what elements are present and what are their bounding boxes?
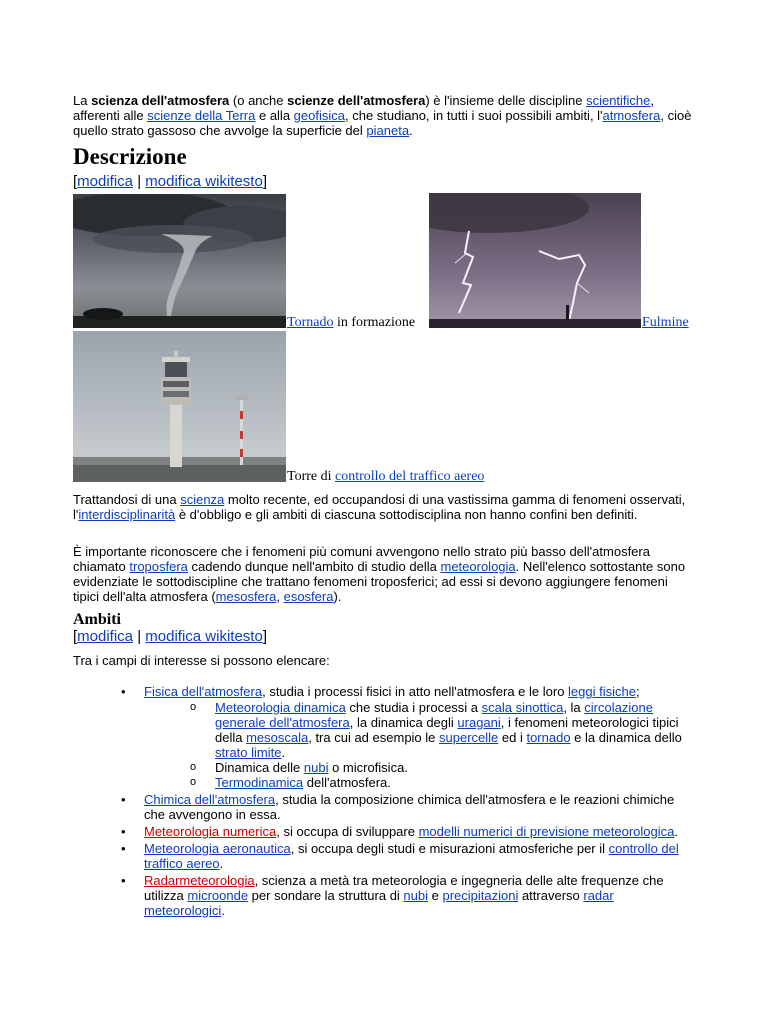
link-controllo-traffico-aereo[interactable]: controllo del traffico aereo (144, 841, 679, 871)
text: È importante riconoscere che i fenomeni più comuni avvengono nello strato più basso dell'atmosfera chiamato (73, 544, 650, 574)
link-meteorologia-dinamica[interactable]: Meteorologia dinamica (215, 700, 346, 715)
link-uragani[interactable]: uragani (457, 715, 501, 730)
redlink-meteorologia-numerica[interactable]: Meteorologia numerica (144, 824, 277, 839)
sub-list-item (215, 700, 684, 760)
link-supercelle[interactable]: supercelle (439, 730, 499, 745)
paragraph-troposfera (73, 544, 693, 604)
text: (o anche (229, 93, 288, 108)
link-leggi-fisiche[interactable]: leggi fisiche (568, 684, 636, 699)
link-nubi[interactable]: nubi (303, 760, 329, 775)
text: , che studiano, in tutti i suoi possibili ambiti, l' (344, 108, 603, 123)
link-troposfera[interactable]: troposfera (129, 559, 188, 574)
text: , studia la composizione chimica dell'atmosfera e le reazioni chimiche che avvengono in essa. (144, 792, 675, 822)
text: e alla (255, 108, 294, 123)
text: , studia i processi fisici in atto nell'atmosfera e le loro (262, 684, 569, 699)
fulmine-caption (642, 315, 689, 331)
lightning-illustration (429, 193, 641, 328)
link-geofisica[interactable]: geofisica (293, 108, 345, 123)
text: che studia i processi a (345, 700, 482, 715)
text: ) è l'insieme delle discipline (425, 93, 587, 108)
link-circolazione-generale[interactable]: circolazione generale dell'atmosfera (215, 700, 653, 730)
link-microonde[interactable]: microonde (187, 888, 249, 903)
list-item (144, 824, 684, 839)
edit-links-ambiti (73, 628, 267, 646)
list-item (144, 873, 684, 918)
tornado-caption (287, 315, 415, 331)
paragraph-scienza (73, 492, 693, 522)
text: . (674, 824, 679, 839)
ambiti-list (144, 684, 684, 920)
edit-link[interactable]: modifica (77, 173, 134, 190)
text: . (219, 856, 224, 871)
text: ed i (498, 730, 527, 745)
list-item (144, 684, 684, 790)
text: ). (333, 589, 342, 604)
text: , (276, 589, 284, 604)
text: molto recente, ed occupandosi di una vastissima gamma di fenomeni osservati, l' (73, 492, 686, 522)
link-tornado[interactable]: Tornado (287, 315, 334, 330)
list-item (144, 841, 684, 871)
bold-term: scienze dell'atmosfera (287, 93, 426, 108)
text: Trattandosi di una (73, 492, 181, 507)
link-meteorologia[interactable]: meteorologia (440, 559, 516, 574)
link-chimica-atmosfera[interactable]: Chimica dell'atmosfera (144, 792, 276, 807)
link-tornado[interactable]: tornado (526, 730, 571, 745)
link-termodinamica[interactable]: Termodinamica (215, 775, 304, 790)
bold-term: scienza dell'atmosfera (91, 93, 230, 108)
caption-text: in formazione (333, 315, 416, 330)
sub-list-item (215, 760, 684, 775)
sub-list (144, 700, 684, 790)
text: dell'atmosfera. (303, 775, 391, 790)
caption-text: Torre di (287, 469, 336, 484)
link-mesosfera[interactable]: mesosfera (215, 589, 277, 604)
bracket: ] (262, 173, 267, 190)
torre-caption (287, 469, 484, 485)
link-scala-sinottica[interactable]: scala sinottica (481, 700, 564, 715)
text: Dinamica delle (215, 760, 304, 775)
text: . (409, 123, 413, 138)
link-pianeta[interactable]: pianeta (366, 123, 410, 138)
text: attraverso (518, 888, 584, 903)
text: , la (563, 700, 585, 715)
text: è d'obbligo e gli ambiti di ciascuna sottodisciplina non hanno confini ben definiti. (175, 507, 638, 522)
link-esosfera[interactable]: esosfera (283, 589, 334, 604)
text: , la dinamica degli (349, 715, 458, 730)
text: . (281, 745, 286, 760)
bracket: ] (262, 628, 267, 645)
text: e (428, 888, 443, 903)
text: La (73, 93, 92, 108)
bracket: [ (73, 628, 78, 645)
intro-paragraph (73, 93, 693, 138)
separator: | (133, 173, 146, 190)
link-radar-meteorologici[interactable]: radar meteorologici (144, 888, 614, 918)
text: o microfisica. (328, 760, 408, 775)
edit-wikitext-link[interactable]: modifica wikitesto (145, 173, 263, 190)
text: , tra cui ad esempio le (308, 730, 440, 745)
link-controllo-traffico-aereo[interactable]: controllo del traffico aereo (335, 469, 485, 484)
text: ; (635, 684, 640, 699)
lightning-image[interactable] (429, 193, 641, 328)
text: , i fenomeni meteorologici tipici della (215, 715, 679, 745)
sub-list-item (215, 775, 684, 790)
link-scienze-della-terra[interactable]: scienze della Terra (147, 108, 256, 123)
text: , si occupa degli studi e misurazioni atmosferiche per il (290, 841, 609, 856)
link-mesoscala[interactable]: mesoscala (246, 730, 309, 745)
text: , afferenti alle (73, 93, 655, 123)
link-precipitazioni[interactable]: precipitazioni (442, 888, 519, 903)
link-meteorologia-aeronautica[interactable]: Meteorologia aeronautica (144, 841, 291, 856)
link-scienza[interactable]: scienza (180, 492, 225, 507)
heading-descrizione: Descrizione (73, 144, 187, 169)
tower-illustration (73, 331, 286, 482)
control-tower-image[interactable] (73, 331, 286, 482)
text: cadendo dunque nell'ambito di studio della (187, 559, 441, 574)
redlink-radarmeteorologia[interactable]: Radarmeteorologia (144, 873, 255, 888)
paragraph-campi: Tra i campi di interesse si possono elencare: (73, 653, 330, 668)
link-fulmine[interactable]: Fulmine (642, 315, 689, 330)
edit-wikitext-link[interactable]: modifica wikitesto (145, 628, 263, 645)
text: , cioè quello strato gassoso che avvolge la superficie del (73, 108, 692, 138)
separator: | (133, 628, 146, 645)
text: . (221, 903, 225, 918)
link-scientifiche[interactable]: scientifiche (586, 93, 651, 108)
text: , scienza a metà tra meteorologia e ingegneria delle alte frequenze che utilizza (144, 873, 664, 903)
edit-links-descrizione (73, 173, 267, 191)
text: per sondare la struttura di (248, 888, 404, 903)
tornado-illustration (73, 194, 286, 328)
heading-ambiti: Ambiti (73, 611, 121, 628)
link-interdisciplinarita[interactable]: interdisciplinarità (78, 507, 176, 522)
text: . Nell'elenco sottostante sono evidenziate le sottodiscipline che trattano fenomeni troposferici; ad essi si devono aggiungere fenomeni tipici dell'alta atmosfera ( (73, 559, 686, 604)
tornado-image[interactable] (73, 194, 286, 328)
link-modelli-numerici[interactable]: modelli numerici di previsione meteorologica (418, 824, 675, 839)
text: e la dinamica dello (570, 730, 682, 745)
link-fisica-atmosfera[interactable]: Fisica dell'atmosfera (144, 684, 263, 699)
list-item (144, 792, 684, 822)
link-nubi[interactable]: nubi (403, 888, 428, 903)
link-atmosfera[interactable]: atmosfera (602, 108, 661, 123)
link-strato-limite[interactable]: strato limite (215, 745, 282, 760)
text: , si occupa di sviluppare (276, 824, 419, 839)
bracket: [ (73, 173, 78, 190)
edit-link[interactable]: modifica (77, 628, 134, 645)
